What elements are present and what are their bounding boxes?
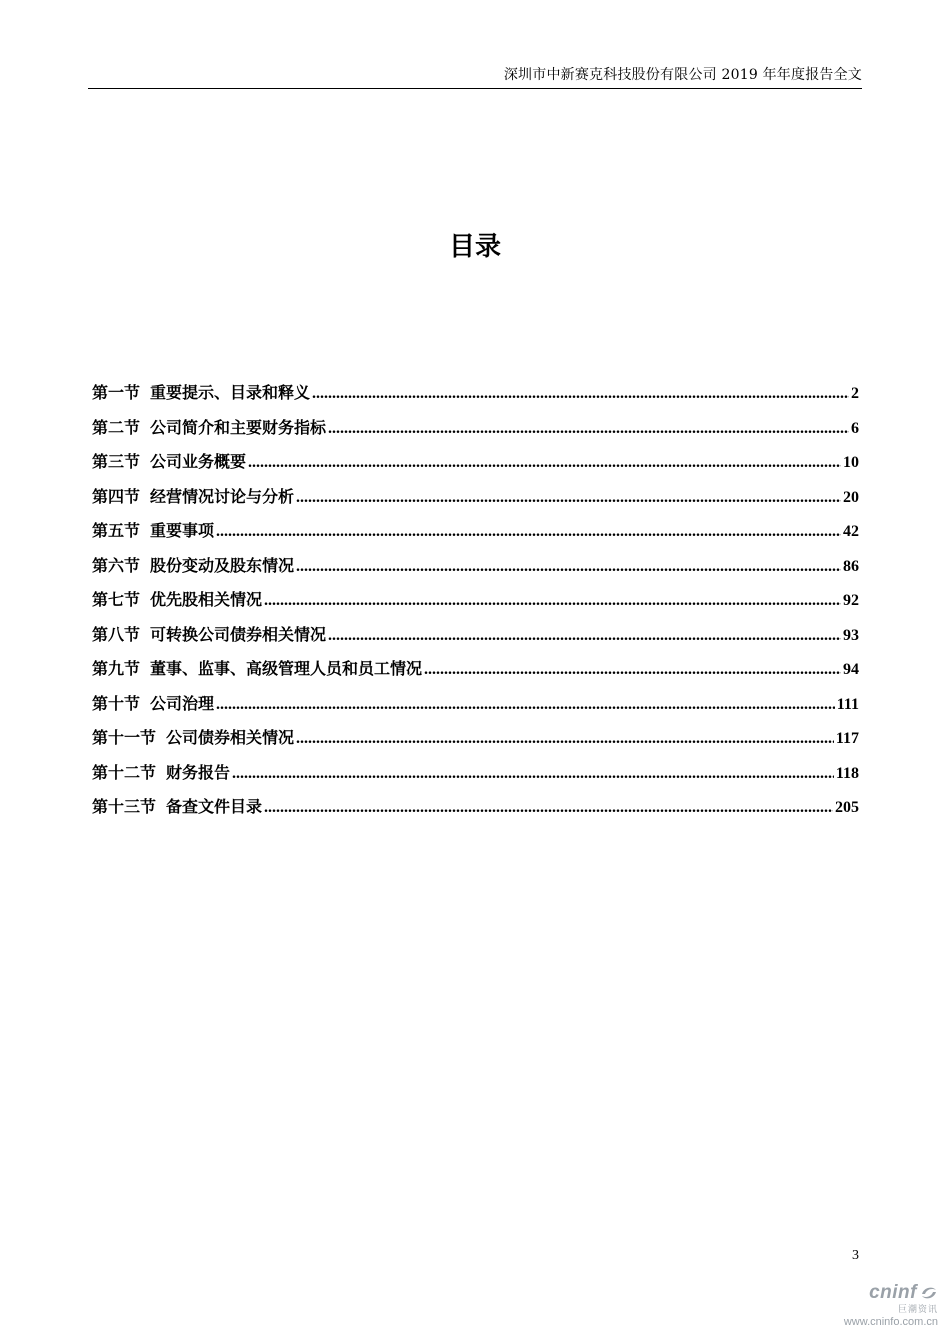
toc-entry[interactable] [92, 587, 859, 622]
toc-entry-page: 92 [843, 592, 859, 609]
toc-entry-section: 第九节 [92, 659, 141, 678]
cninfo-brand-text: cninf [869, 1282, 917, 1303]
toc-entry[interactable] [92, 518, 859, 553]
toc-leader-dots [232, 765, 834, 783]
toc-entry-page: 117 [835, 730, 859, 747]
header-divider [88, 88, 862, 89]
toc-entry-section: 第一节 [92, 383, 141, 402]
toc-entry-section: 第四节 [92, 486, 141, 506]
toc-entry[interactable] [92, 760, 859, 795]
toc-entry-section: 第二节 [92, 417, 141, 437]
toc-entry-page: 93 [843, 626, 859, 644]
toc-leader-dots [216, 523, 841, 541]
toc-leader-dots [248, 454, 841, 472]
toc-entry-page: 42 [843, 523, 859, 540]
toc-title: 目录 [448, 232, 501, 262]
toc-entry-section: 第十三节 [92, 797, 157, 816]
toc-entry[interactable] [92, 449, 859, 484]
toc-entry[interactable] [92, 380, 859, 415]
toc-leader-dots [296, 489, 841, 507]
toc-entry-section: 第八节 [92, 624, 141, 644]
toc-entry-section: 第十一节 [92, 728, 157, 747]
toc-entry-name: 可转换公司债券相关情况 [150, 624, 327, 644]
toc-entry[interactable] [92, 725, 859, 760]
toc-entry-name: 经营情况讨论与分析 [150, 486, 295, 506]
toc-entry-name: 重要提示、目录和释义 [150, 383, 311, 402]
toc-entry-section: 第五节 [92, 521, 141, 540]
toc-entry-page: 86 [843, 557, 859, 575]
toc-entry[interactable] [92, 794, 859, 829]
toc-leader-dots [328, 420, 849, 438]
toc-entry-page: 10 [843, 454, 859, 471]
cninfo-sub-text: 巨潮资讯 [897, 1304, 938, 1314]
toc-entry-section: 第七节 [92, 590, 141, 609]
toc-entry-section: 第六节 [92, 555, 141, 575]
toc-entry-name: 备查文件目录 [166, 797, 263, 816]
toc-entry-page: 118 [835, 764, 859, 782]
toc-leader-dots [312, 385, 849, 403]
cninfo-logo-icon [920, 1285, 938, 1301]
toc-leader-dots [296, 730, 834, 748]
toc-leader-dots [216, 696, 835, 714]
toc-leader-dots [264, 799, 833, 817]
toc-leader-dots [328, 627, 841, 645]
toc-entry-page: 111 [836, 695, 859, 713]
toc-entry-page: 205 [835, 799, 859, 816]
toc-entry-name: 重要事项 [150, 521, 215, 540]
toc-leader-dots [296, 558, 841, 576]
report-header-title: 深圳市中新赛克科技股份有限公司 2019 年年度报告全文 [503, 67, 862, 83]
toc-entry-section: 第三节 [92, 452, 141, 471]
toc-entry-name: 公司简介和主要财务指标 [150, 417, 327, 437]
toc-entry[interactable] [92, 622, 859, 657]
table-of-contents [92, 380, 859, 829]
cninfo-watermark [844, 1282, 938, 1328]
toc-leader-dots [264, 592, 841, 610]
toc-entry-page: 2 [851, 385, 859, 402]
toc-entry-name: 财务报告 [166, 762, 231, 782]
toc-entry-name: 公司治理 [150, 693, 215, 713]
toc-entry-name: 优先股相关情况 [150, 590, 263, 609]
toc-leader-dots [424, 661, 841, 679]
toc-entry-page: 6 [851, 419, 859, 437]
toc-entry-section: 第十二节 [92, 762, 157, 782]
toc-entry[interactable] [92, 484, 859, 519]
toc-entry-name: 股份变动及股东情况 [150, 555, 295, 575]
toc-entry[interactable] [92, 415, 859, 450]
toc-entry[interactable] [92, 553, 859, 588]
toc-entry-name: 公司业务概要 [150, 452, 247, 471]
toc-entry[interactable] [92, 691, 859, 726]
toc-entry-section: 第十节 [92, 693, 141, 713]
toc-entry-name: 董事、监事、高级管理人员和员工情况 [150, 659, 423, 678]
page-number: 3 [852, 1248, 859, 1263]
cninfo-url: www.cninfo.com.cn [843, 1316, 938, 1328]
toc-entry-page: 94 [843, 661, 859, 678]
toc-entry-name: 公司债券相关情况 [166, 728, 295, 747]
toc-entry[interactable] [92, 656, 859, 691]
toc-entry-page: 20 [843, 488, 859, 506]
